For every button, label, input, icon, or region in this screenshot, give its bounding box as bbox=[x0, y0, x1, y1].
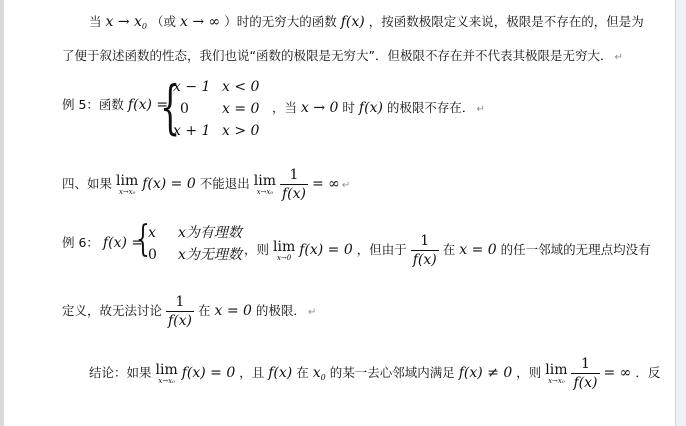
para1-line2: 了便于叙述函数的性态，我们也说“函数的极限是无穷大”．但极限不存在并不代表其极限是无穷大． ↵ bbox=[62, 48, 623, 63]
example6-label: 例 6： f(x) = bbox=[62, 235, 144, 251]
conclusion-lim2: lim x→x₀ bbox=[545, 362, 568, 385]
section4-lim2: lim x→x₀ bbox=[253, 173, 276, 196]
example5-row2-cond: x = 0 bbox=[222, 101, 260, 117]
example5-row1-expr: x − 1 bbox=[173, 79, 211, 95]
conclusion-lim1: lim x→x₀ bbox=[155, 362, 178, 385]
conclusion-fraction: $\frac{1}{f(x)}$ bbox=[573, 356, 598, 391]
example5-row1-cond: x < 0 bbox=[222, 79, 260, 95]
example5-label: 例 5：函数 f(x) = bbox=[62, 97, 169, 113]
example6-brace: { bbox=[136, 219, 150, 260]
page-left-edge bbox=[0, 0, 4, 426]
example5-row3-cond: x > 0 bbox=[222, 123, 260, 139]
example6-line2-fraction: $\frac{1}{f(x)}$ bbox=[168, 294, 193, 329]
example6-row1-cond: x为有理数 bbox=[178, 225, 242, 241]
conclusion-line: 结论：如果 lim x→x₀ f(x) = 0 ，且 f(x) 在 $x_0$ 的某一去心邻域内满足 f(x) ≠ 0 ，则 lim x→x₀ $\frac{1}{f(x)}$ = ∞ ．反 bbox=[89, 356, 661, 391]
example6-row1-expr: x bbox=[148, 225, 156, 241]
example6-line1-tail: ，则 lim x→0 f(x) = 0 ，但由于 $\frac{1}{f(x)}$ 在 x = 0 的任一邻域的无理点均没有 bbox=[244, 233, 651, 268]
section4-fraction: $\frac{1}{f(x)}$ bbox=[281, 167, 306, 202]
example6-row2-expr: 0 bbox=[148, 247, 157, 263]
example5-row3-expr: x + 1 bbox=[173, 123, 211, 139]
example5-row2-expr: 0 bbox=[180, 101, 189, 117]
example6-lim: lim x→0 bbox=[273, 239, 296, 262]
example6-fraction: $\frac{1}{f(x)}$ bbox=[412, 233, 437, 268]
section4-lim1: lim x→x₀ bbox=[116, 173, 139, 196]
example5-brace: { bbox=[160, 73, 181, 141]
example6-line2: 定义，故无法讨论 $\frac{1}{f(x)}$ 在 x = 0 的极限． ↵ bbox=[62, 294, 317, 329]
page-right-edge bbox=[675, 0, 686, 426]
example6-row2-cond: x为无理数 bbox=[178, 247, 242, 263]
section4-line: 四、如果 lim x→x₀ f(x) = 0 不能退出 lim x→x₀ $\frac{1}{f(x)}$ = ∞ ↵ bbox=[62, 167, 351, 202]
para1-line1: 当 $x \to x_0$ （或 x → ∞ ）时的无穷大的函数 f(x) ，按函数极限定义来说，极限是不存在的，但是为 bbox=[89, 14, 644, 31]
example5-tail: ，当 x → 0 时 f(x) 的极限不存在． ↵ bbox=[272, 100, 485, 116]
